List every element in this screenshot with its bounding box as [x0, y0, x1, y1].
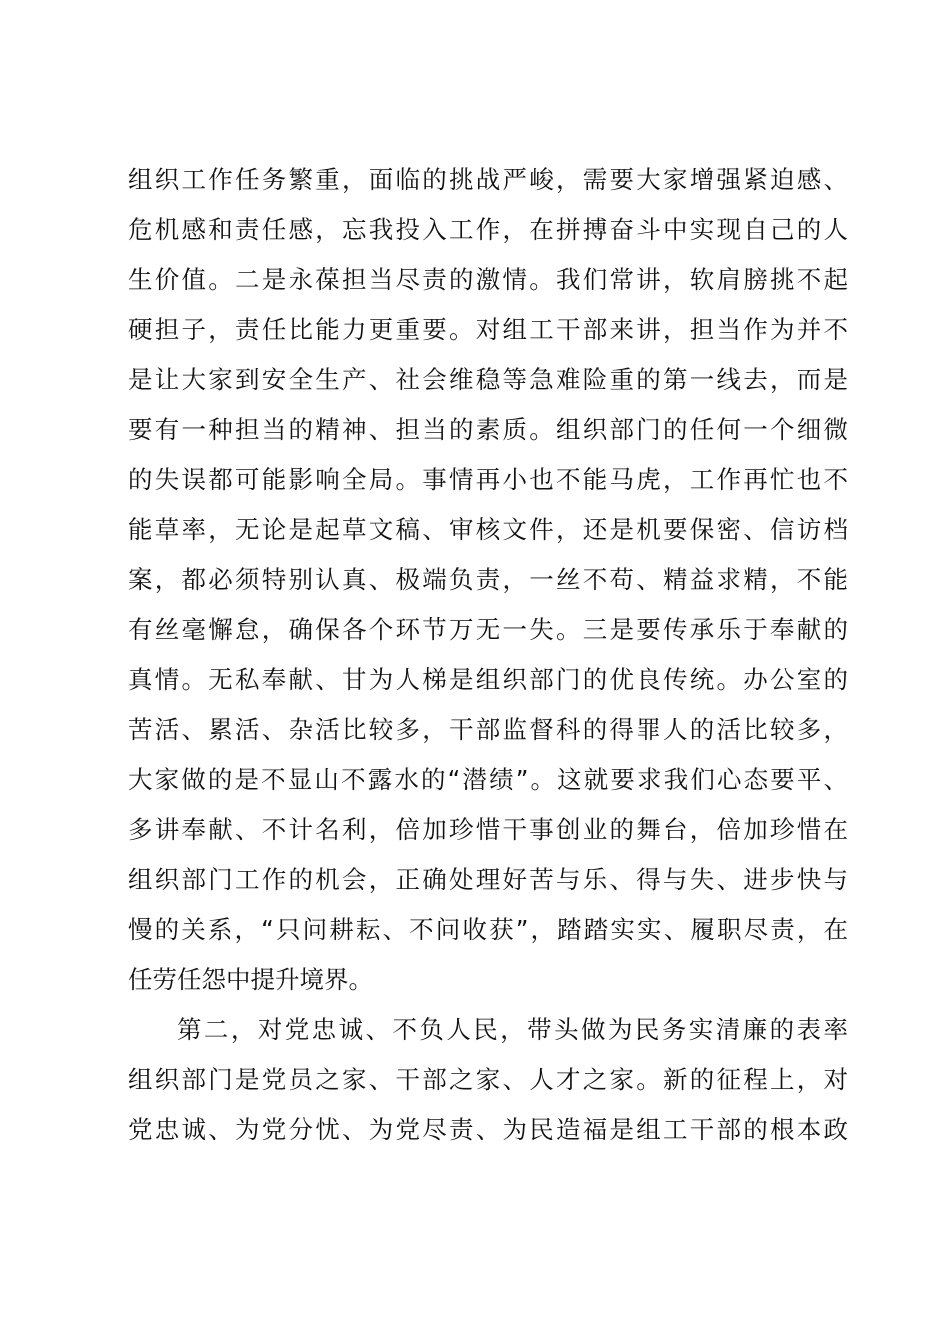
- text-line: 生价值。二是永葆担当尽责的激情。我们常讲，软肩膀挑不起: [128, 265, 848, 294]
- text-line: 案，都必须特别认真、极端负责，一丝不苟、精益求精，不能: [128, 565, 848, 594]
- text-line: 有丝毫懈怠，确保各个环节万无一失。三是要传承乐于奉献的: [128, 615, 848, 644]
- text-line: 能草率，无论是起草文稿、审核文件，还是机要保密、信访档: [128, 515, 848, 544]
- text-line: 的失误都可能影响全局。事情再小也不能马虎，工作再忙也不: [128, 465, 848, 494]
- section-heading-line: 第二，对党忠诚、不负人民，带头做为民务实清廉的表率: [177, 1015, 848, 1044]
- text-line: 党忠诚、为党分忧、为党尽责、为民造福是组工干部的根本政: [128, 1115, 848, 1144]
- text-line: 苦活、累活、杂活比较多，干部监督科的得罪人的活比较多，: [128, 715, 848, 744]
- text-line: 硬担子，责任比能力更重要。对组工干部来讲，担当作为并不: [128, 315, 848, 344]
- text-line: 真情。无私奉献、甘为人梯是组织部门的优良传统。办公室的: [128, 665, 848, 694]
- text-line: 是让大家到安全生产、社会维稳等急难险重的第一线去，而是: [128, 365, 848, 394]
- text-line: 组织部门工作的机会，正确处理好苦与乐、得与失、进步快与: [128, 865, 848, 894]
- body-text: [128, 155, 848, 1155]
- paragraph-end-line: 任劳任怨中提升境界。: [128, 965, 373, 994]
- text-line: 要有一种担当的精神、担当的素质。组织部门的任何一个细微: [128, 415, 848, 444]
- text-line: 组织工作任务繁重，面临的挑战严峻，需要大家增强紧迫感、: [128, 165, 848, 194]
- text-line: 组织部门是党员之家、干部之家、人才之家。新的征程上，对: [128, 1065, 848, 1094]
- text-line: 大家做的是不显山不露水的“潜绩”。这就要求我们心态要平、: [128, 765, 848, 794]
- text-line: 多讲奉献、不计名利，倍加珍惜干事创业的舞台，倍加珍惜在: [128, 815, 848, 844]
- text-line: 危机感和责任感，忘我投入工作，在拼搏奋斗中实现自己的人: [128, 215, 848, 244]
- text-line: 慢的关系，“只问耕耘、不问收获”，踏踏实实、履职尽责，在: [128, 915, 848, 944]
